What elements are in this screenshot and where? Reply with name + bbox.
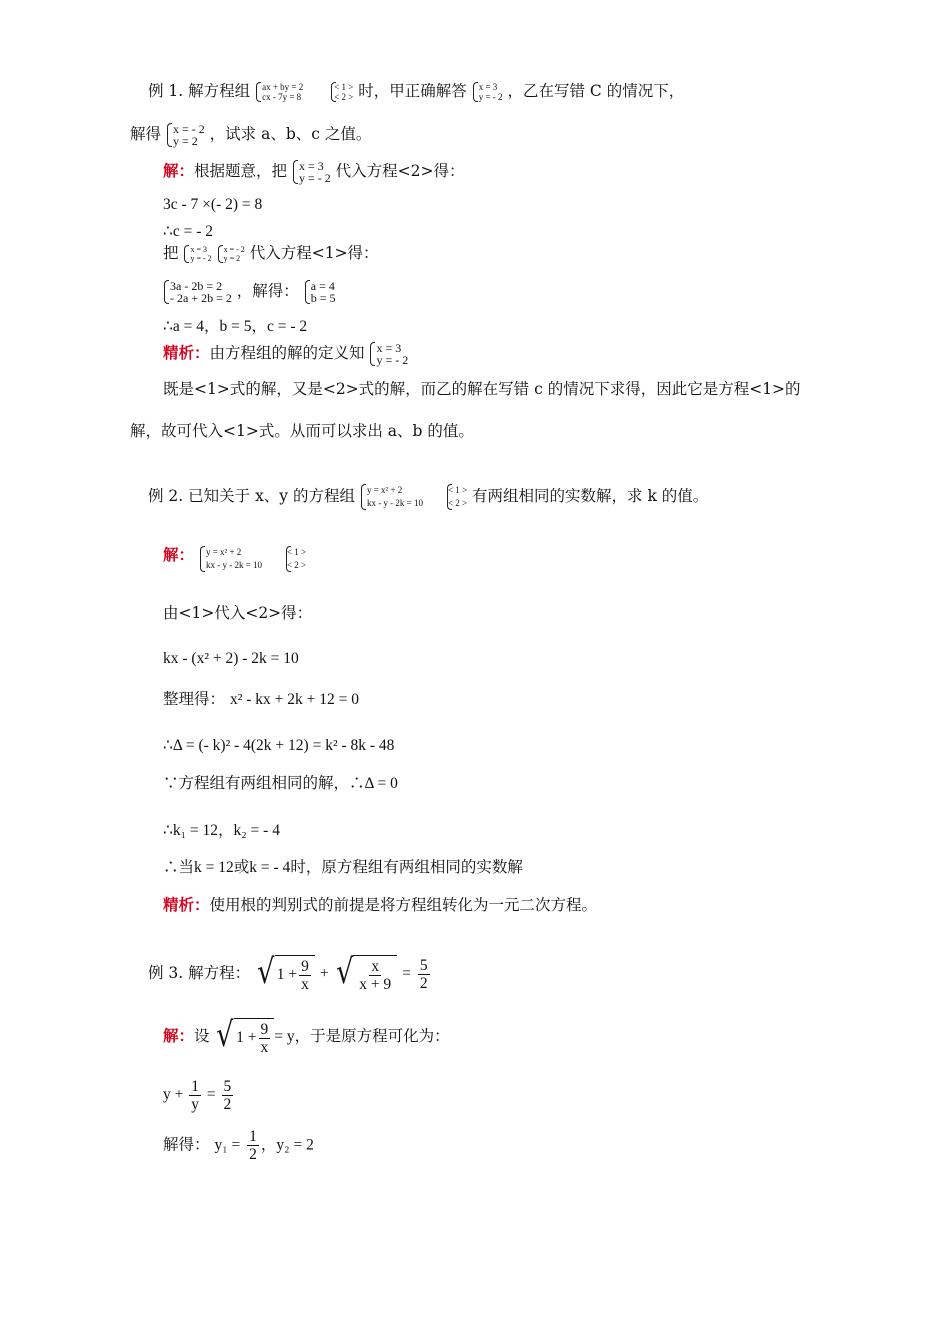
ex1-system: ax + by = 2 cx - 7y = 8 <box>255 82 303 102</box>
ex1-note-p2: 解，故可代入<1>式。从而可以求出 a、b 的值。 <box>130 422 474 440</box>
ex2-sol-system: y = x² + 2 kx - y - 2k = 10 <box>199 546 262 572</box>
ex2-eq1: kx - (x² + 2) - 2k = 10 <box>163 650 299 667</box>
ex3-set-sqrt: √ 1 + $\frac{9}{x}$ <box>214 1018 274 1056</box>
ex1-sub-solution: x = 3 y = - 2 <box>292 160 331 184</box>
ex2-eq3: ∴Δ = (- k)² - 4(2k + 12) = k² - 8k - 48 <box>163 737 395 754</box>
ex3-rhs: $\frac{5}{2}$ <box>419 956 428 992</box>
ex3-sol: 解：设 √ 1 + $\frac{9}{x}$ = y，于是原方程可化为： <box>163 1015 450 1057</box>
ex1-eq2: ∴c = - 2 <box>163 223 214 240</box>
ex1-yi-solution: x = - 2 y = 2 <box>166 123 205 147</box>
ex1-ab-result: a = 4 b = 5 <box>304 280 336 304</box>
ex1-system-tags: < 1 > < 2 > <box>330 82 353 102</box>
ex1-eq1: 3c - 7 ×(- 2) = 8 <box>163 196 263 213</box>
ex2-roots: ∴k₁ = 12，k₂ = - 4 <box>163 822 280 839</box>
ex1-note: 精析：由方程组的解的定义知 x = 3 y = - 2 <box>163 341 409 367</box>
ex1-result: ∴a = 4，b = 5，c = - 2 <box>163 318 308 335</box>
ex2-step1: 由<1>代入<2>得： <box>163 604 313 622</box>
ex2-note: 精析：使用根的判别式的前提是将方程组转化为一元二次方程。 <box>163 895 598 914</box>
ex1-ab-system: 3a - 2b = 2 - 2a + 2b = 2 <box>163 280 232 304</box>
ex2-sol-tags: < 1 > < 2 > <box>286 547 307 570</box>
ex2-conclusion: ∴当k = 12或k = - 4时，原方程组有两组相同的实数解 <box>163 858 523 876</box>
ex1-note-p1: 既是<1>式的解，又是<2>式的解，而乙的解在写错 c 的情况下求得，因此它是方程<1>的 <box>163 380 801 398</box>
ex1-sub-line: 把 x = 3 y = - 2 x = - 2 y = 2 代入方程<1>得： <box>163 244 379 263</box>
ex2-sol: 解： y = x² + 2 kx - y - 2k = 10 < 1 > < 2 > <box>163 545 307 570</box>
ex1-note-solution: x = 3 y = - 2 <box>369 342 408 366</box>
ex2-step2: 整理得： x² - kx + 2k + 12 = 0 <box>163 690 359 708</box>
ex1-ab-line: 3a - 2b = 2 - 2a + 2b = 2 ，解得： a = 4 b = 5 <box>163 280 336 304</box>
ex1-line2: 解得 x = - 2 y = 2 ，试求 a、b、c 之值。 <box>130 122 372 148</box>
ex1-sub-s1: x = 3 y = - 2 <box>183 245 211 263</box>
ex3-sqrt2: √ $\frac{x}{x + 9}$ <box>334 955 398 993</box>
ex2-line1: 例 2. 已知关于 x、y 的方程组 y = x² + 2 kx - y - 2k = 10 < 1 > < 2 > 有两组相同的实数解，求 k 的值。 <box>148 485 709 508</box>
ex3-line1: 例 3. 解方程： √ 1 + $\frac{9}{x}$ + √ $\frac{x}{x + 9}$ = $\frac{5}{2}$ <box>148 952 428 994</box>
ex2-because: ∵方程组有两组相同的解，∴Δ = 0 <box>163 774 398 792</box>
ex1-sub-s2: x = - 2 y = 2 <box>217 245 245 263</box>
ex3-result: 解得： y₁ = $\frac{1}{2}$ ，y₂ = 2 <box>163 1128 314 1164</box>
ex1-jia-solution: x = 3 y = - 2 <box>472 82 503 102</box>
ex1-solution-intro: 解：根据题意，把 x = 3 y = - 2 代入方程<2>得： <box>163 159 465 185</box>
ex2-system: y = x² + 2 kx - y - 2k = 10 <box>360 484 423 510</box>
ex3-y-eq: y + $\frac{1}{y}$ = $\frac{5}{2}$ <box>163 1078 232 1114</box>
ex3-sqrt1: √ 1 + $\frac{9}{x}$ <box>255 955 315 993</box>
ex2-system-tags: < 1 > < 2 > <box>447 485 468 508</box>
ex1-line1: 例 1. 解方程组 ax + by = 2 cx - 7y = 8 < 1 > < 2 > 时，甲正确解答 x = 3 y = - 2 ，乙在写错 C 的情况下， <box>148 82 685 102</box>
